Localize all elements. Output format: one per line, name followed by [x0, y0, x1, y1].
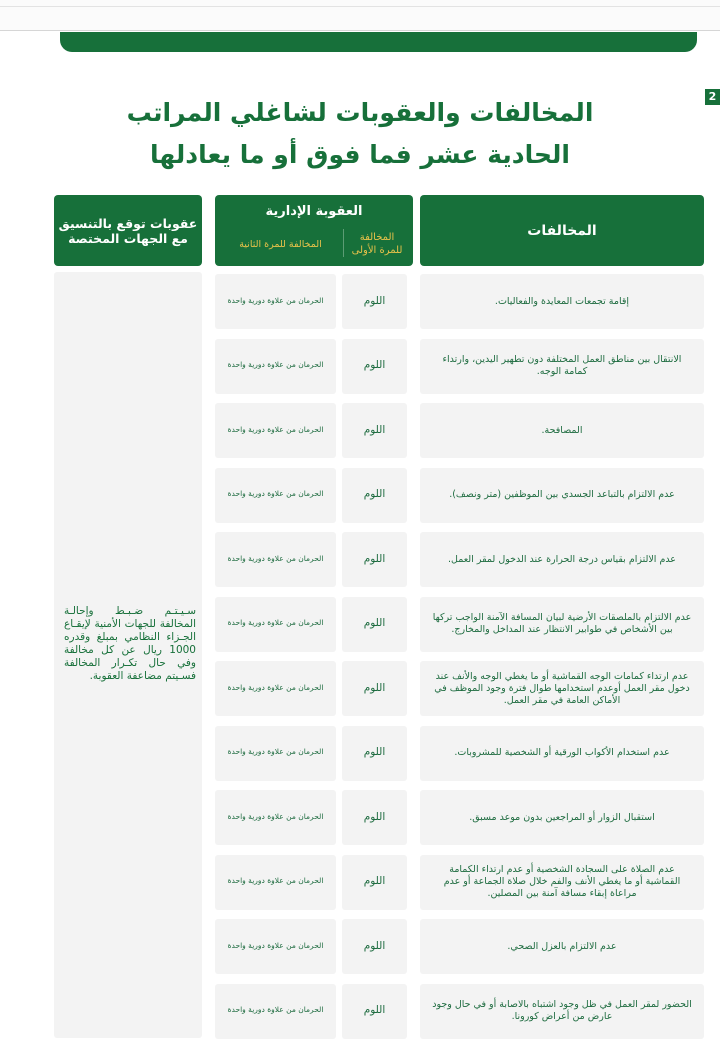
header-second-offense: المخالفة للمرة الثانية — [239, 239, 322, 250]
second-offense-text: الحرمان من علاوة دورية واحدة — [227, 1005, 324, 1014]
first-offense-text: اللوم — [363, 423, 386, 436]
violation-text: المصافحة. — [541, 424, 583, 436]
second-offense-text: الحرمان من علاوة دورية واحدة — [227, 489, 324, 498]
first-offense-text: اللوم — [363, 939, 386, 952]
second-offense-text: الحرمان من علاوة دورية واحدة — [227, 295, 324, 305]
header-divider — [343, 229, 344, 257]
header-coordination — [54, 195, 202, 266]
second-offense-text: الحرمان من علاوة دورية واحدة — [227, 940, 324, 950]
violation-text: إقامة تجمعات المعايدة والفعاليات. — [494, 295, 630, 307]
violation-text: عدم ارتداء كمامات الوجه القماشية أو ما يغطي الوجه والأنف عند دخول مقر العمل أوعدم استخدامها طوال فترة وجود الموظف في الأماكن العامة في مقر العمل. — [434, 670, 690, 706]
violation-text: عدم الالتزام بالتباعد الجسدي بين الموظفين (متر ونصف). — [449, 489, 675, 500]
first-offense-text: اللوم — [363, 681, 386, 694]
first-offense-text: اللوم — [363, 875, 386, 887]
header-admin-penalty-label: العقوبة الإدارية — [265, 204, 363, 219]
first-offense-text: اللوم — [363, 746, 386, 758]
violation-text: عدم استخدام الأكواب الورقية أو الشخصية للمشروبات. — [454, 747, 670, 758]
coordination-text: سـيـتـم ضـبـط وإحالـة المخالفة للجهات الأمنية لإيقـاع الجـزاء النظامي بمبلغ وقدره 1000 ريال عن كل مخالفة وفي حال تكـرار المخالفة فسـيتم مضاعفة العقوبة. — [64, 605, 196, 682]
header-first-offense: المخالفة للمرة الأولى — [351, 232, 403, 256]
violation-text: الحضور لمقر العمل في ظل وجود اشتباه بالاصابة أو في حال وجود عارض من أعراض كورونا. — [432, 999, 692, 1022]
second-offense-text: الحرمان من علاوة دورية واحدة — [227, 424, 324, 434]
page-title-line2: الحادية عشر فما فوق أو ما يعادلها — [150, 140, 570, 169]
first-offense-text: اللوم — [363, 488, 386, 500]
header-green-band — [60, 32, 697, 52]
second-offense-text: الحرمان من علاوة دورية واحدة — [227, 747, 324, 756]
second-offense-text: الحرمان من علاوة دورية واحدة — [227, 553, 324, 563]
first-offense-text: اللوم — [363, 1004, 386, 1016]
violation-text: استقبال الزوار أو المراجعين بدون موعد مسبق. — [469, 811, 655, 823]
second-offense-text: الحرمان من علاوة دورية واحدة — [227, 618, 324, 627]
second-offense-text: الحرمان من علاوة دورية واحدة — [227, 682, 324, 692]
first-offense-text: اللوم — [363, 810, 386, 823]
violation-text: عدم الالتزام بقياس درجة الحرارة عند الدخول لمقر العمل. — [448, 553, 676, 565]
second-offense-text: الحرمان من علاوة دورية واحدة — [227, 360, 324, 369]
violation-text: الانتقال بين مناطق العمل المختلفة دون تطهير اليدين، وارتداء كمامة الوجه. — [442, 354, 682, 377]
second-offense-text: الحرمان من علاوة دورية واحدة — [227, 876, 324, 885]
first-offense-text: اللوم — [363, 294, 386, 307]
header-violations-label: المخالفات — [527, 222, 597, 239]
top-bar — [0, 0, 720, 31]
violation-text: عدم الصلاة على السجادة الشخصية أو عدم ارتداء الكمامة القماشية أو ما يغطي الأنف والفم خلال صلاة الجماعة أو عدم مراعاة إبقاء مسافة آمنة بين المصلين. — [443, 864, 681, 899]
second-offense-text: الحرمان من علاوة دورية واحدة — [227, 811, 324, 821]
header-admin-penalty — [215, 195, 413, 266]
first-offense-text: اللوم — [363, 552, 386, 565]
header-violations — [420, 195, 704, 266]
violation-text: عدم الالتزام بالعزل الصحي. — [507, 940, 617, 952]
top-divider — [0, 6, 720, 7]
first-offense-text: اللوم — [363, 617, 386, 629]
page-title-line1: المخالفات والعقوبات لشاغلي المراتب — [126, 98, 594, 127]
first-offense-text: اللوم — [363, 359, 386, 371]
header-coordination-label: عقوبات توقع بالتنسيق مع الجهات المختصة — [58, 215, 198, 246]
violation-text: عدم الالتزام بالملصقات الأرضية لبيان المسافة الآمنة الواجب تركها بين الأشخاص في طوابير الانتظار عند المداخل والمخارج. — [432, 612, 692, 635]
page-number: 2 — [705, 89, 720, 105]
